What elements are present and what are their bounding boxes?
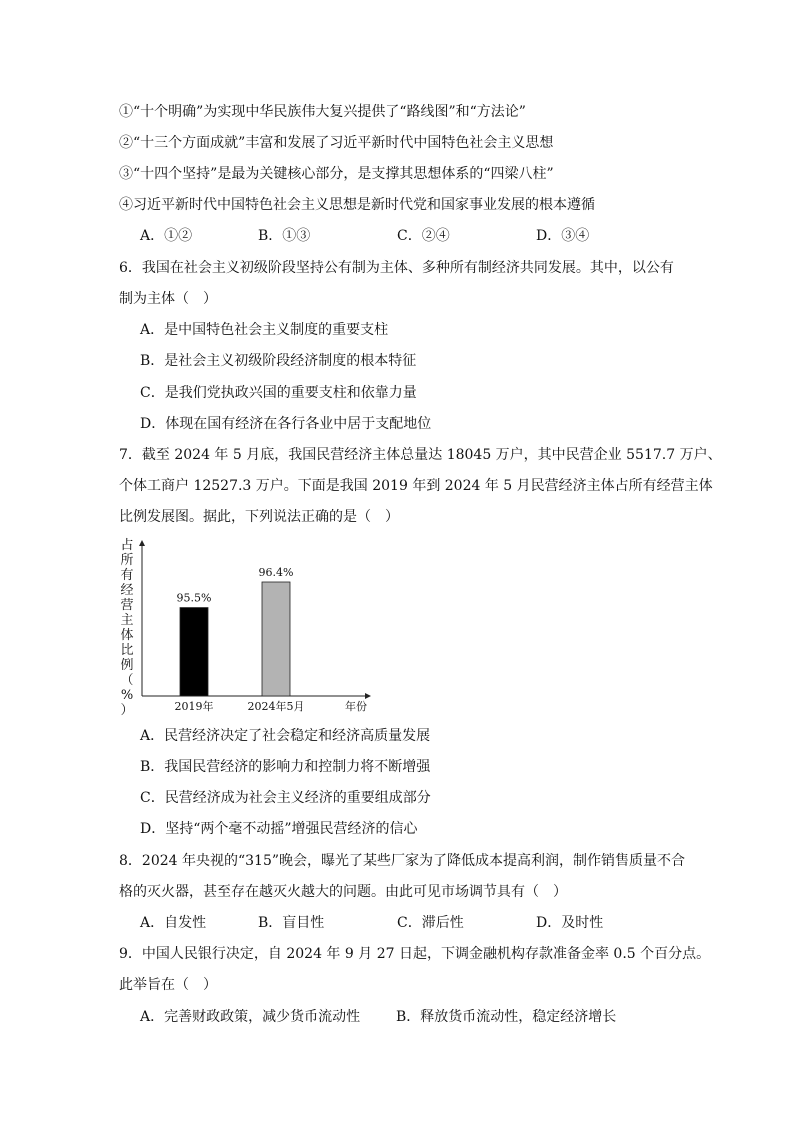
q9-stem-line2: 此举旨在（ ） [119, 977, 217, 993]
bar-data-label-2: 96.4% [258, 566, 294, 579]
bar-data-label-1: 95.5% [176, 591, 212, 605]
q8-option-d: D．及时性 [536, 915, 604, 931]
y-axis-label: 占所有经营主体比例（%） [120, 538, 134, 717]
bar-1 [180, 608, 208, 696]
q7-option-c: C．民营经济成为社会主义经济的重要组成部分 [140, 790, 431, 806]
q5-statement-1: ①“十个明确”为实现中华民族伟大复兴提供了“路线图”和“方法论” [119, 104, 526, 120]
q7-stem-line2: 个体工商户 12527.3 万户。下面是我国 2019 年到 2024 年 5 月民营经济主体占所有经营主体 [119, 478, 713, 494]
q7-option-a: A．民营经济决定了社会稳定和经济高质量发展 [140, 728, 431, 744]
q5-option-c: C．②④ [397, 228, 450, 244]
q9-option-a: A．完善财政政策，减少货币流动性 [140, 1009, 361, 1025]
q5-statement-2: ②“十三个方面成就”丰富和发展了习近平新时代中国特色社会主义思想 [119, 135, 554, 151]
q7-option-b: B．我国民营经济的影响力和控制力将不断增强 [140, 759, 431, 775]
q5-option-d: D．③④ [536, 228, 590, 244]
q7-stem-line3: 比例发展图。据此，下列说法正确的是（ ） [119, 509, 399, 525]
q5-statement-4: ④习近平新时代中国特色社会主义思想是新时代党和国家事业发展的根本遵循 [119, 197, 595, 213]
q6-option-c: C．是我们党执政兴国的重要支柱和依靠力量 [140, 385, 417, 401]
q6-option-d: D．体现在国有经济在各行各业中居于支配地位 [140, 416, 432, 432]
q9-stem-line1: 9．中国人民银行决定，自 2024 年 9 月 27 日起，下调金融机构存款准备金率 0.5 个百分点。 [119, 946, 711, 962]
x-axis-label: 年份 [345, 700, 367, 713]
q8-stem-line1: 8．2024 年央视的“315”晚会，曝光了某些厂家为了降低成本提高利润，制作销售质量不合 [119, 853, 686, 869]
q6-option-a: A．是中国特色社会主义制度的重要支柱 [140, 322, 389, 338]
q8-option-a: A．自发性 [140, 915, 207, 931]
q6-option-b: B．是社会主义初级阶段经济制度的根本特征 [140, 353, 417, 369]
x-tick-label-2: 2024年5月 [247, 700, 305, 713]
q5-option-a: A．①② [140, 228, 193, 244]
q7-option-d: D．坚持“两个毫不动摇”增强民营经济的信心 [140, 821, 418, 837]
q5-statement-3: ③“十四个坚持”是最为关键核心部分，是支撑其思想体系的“四梁八柱” [119, 166, 554, 182]
x-tick-label-1: 2019年 [174, 700, 214, 713]
q6-stem-line1: 6．我国在社会主义初级阶段坚持公有制为主体、多种所有制经济共同发展。其中，以公有 [119, 260, 674, 276]
q8-stem-line2: 格的灭火器，甚至存在越灭火越大的问题。由此可见市场调节具有（ ） [119, 884, 567, 900]
q8-option-b: B．盲目性 [258, 915, 325, 931]
q9-option-b: B．释放货币流动性，稳定经济增长 [396, 1009, 617, 1025]
q8-option-c: C．滞后性 [397, 915, 464, 931]
q6-stem-line2: 制为主体（ ） [119, 291, 217, 307]
q5-option-b: B．①③ [258, 228, 311, 244]
private-economy-ratio-chart [112, 537, 382, 717]
q7-stem-line1: 7．截至 2024 年 5 月底，我国民营经济主体总量达 18045 万户，其中民营企业 5517.7 万户、 [119, 447, 722, 463]
bar-2 [262, 582, 290, 696]
